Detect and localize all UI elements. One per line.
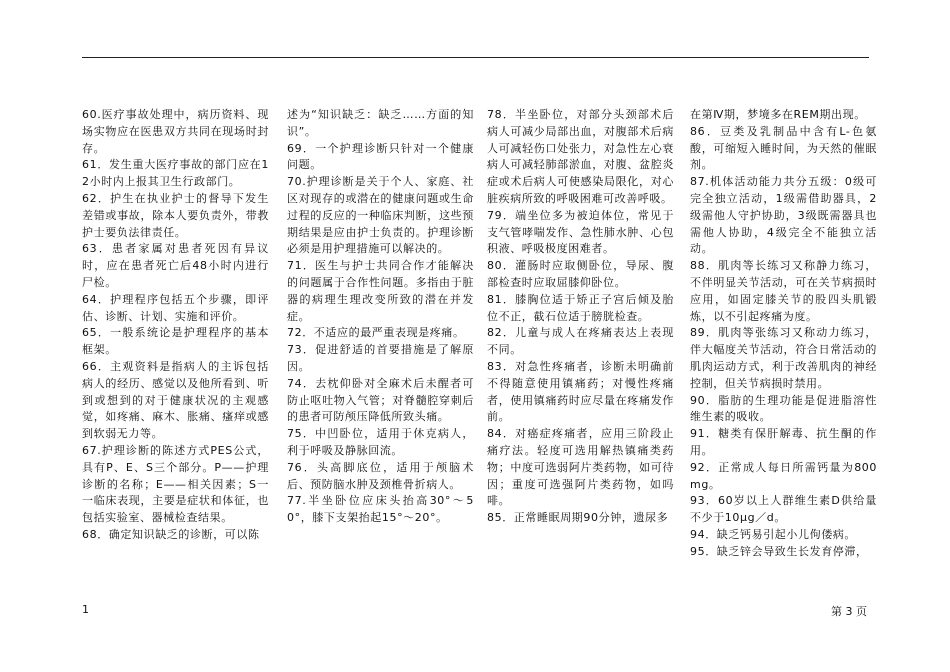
header-rule: [82, 57, 869, 58]
page-number: 第 3 页: [831, 605, 867, 618]
paragraph: 85．正常睡眠周期90分钟，遗尿多: [487, 511, 669, 525]
paragraph: 69．一个护理诊断只针对一个健康问题。: [287, 141, 474, 172]
paragraph: 71．医生与护士共同合作才能解决的问题属于合作性问题。多指由于脏器的病理生理改变所致的潜在并发症。: [287, 259, 474, 323]
paragraph: 61．发生重大医疗事故的部门应在12小时内上报其卫生行政部门。: [82, 158, 269, 189]
paragraph: 68．确定知识缺乏的诊断，可以陈: [82, 527, 260, 541]
paragraph: 79．端坐位多为被迫体位，常见于支气管哮喘发作、急性肺水肿、心包积液、呼吸极度困难者。: [487, 208, 674, 256]
paragraph: 93．60岁以上人群维生素D供给量不少于10μg／d。: [690, 494, 877, 525]
paragraph: 75．中凹卧位，适用于休克病人，利于呼吸及静脉回流。: [287, 427, 474, 457]
paragraph: 94．缺乏钙易引起小儿佝偻病。: [690, 527, 856, 541]
paragraph: 86．豆类及乳制品中含有L-色氨酸，可缩短入睡时间，为天然的催眠剂。: [690, 124, 877, 172]
paragraph: 64．护理程序包括五个步骤，即评估、诊断、计划、实施和评价。: [82, 292, 269, 323]
paragraph: 77.半坐卧位应床头抬高30°～50°，膝下支架抬起15°～20°。: [287, 494, 474, 525]
paragraph: 60.医疗事故处理中，病历资料、现场实物应在医患双方共同在现场时封存。: [82, 108, 269, 155]
paragraph: 66．主观资料是指病人的主诉包括病人的经历、感觉以及他所看到、听到或想到的对于健康状况的主观感觉，如疼痛、麻木、胀痛、瘙痒或感到软弱无力等。: [82, 359, 269, 441]
paragraph: 72．不适应的最严重表现是疼痛。: [287, 326, 465, 340]
paragraph: 67.护理诊断的陈述方式PES公式，具有P、E、S三个部分。P——护理诊断的名称；E——相关因素；S一一临床表现，主要是症状和体征，也包括实验室、器械检查结果。: [82, 443, 269, 525]
paragraph: 88．肌肉等长练习又称静力练习，不伴明显关节活动，可在关节病损时应用，如固定膝关节的股四头肌锻炼，以不引起疼痛为度。: [690, 259, 877, 323]
paragraph: 65．一般系统论是护理程序的基本框架。: [82, 326, 269, 357]
paragraph: 62．护生在执业护士的督导下发生差错或事故，除本人要负责外，带教护士要负法律责任。: [82, 191, 269, 239]
paragraph: 83．对急性疼痛者，诊断未明确前不得随意使用镇痛药；对慢性疼痛者，使用镇痛药时应尽量在疼痛发作前。: [487, 359, 674, 424]
text-column-2: [287, 107, 474, 527]
paragraph: 63．患者家属对患者死因有异议时，应在患者死亡后48小时内进行尸检。: [82, 242, 269, 289]
paragraph: 在第Ⅳ期，梦境多在REM期出现。: [690, 108, 866, 121]
paragraph: 87.机体活动能力共分五级：0级可完全独立活动，1级需借助器具，2级需他人守护协助，3级既需器具也需他人协助，4级完全不能独立活动。: [690, 175, 877, 256]
text-column-1: [82, 107, 269, 544]
text-column-3: [487, 107, 674, 527]
footer-number: 1: [82, 603, 89, 616]
paragraph: 95．缺乏锌会导致生长发育停滞，: [690, 544, 868, 558]
paragraph: 82．儿童与成人在疼痛表达上表现不同。: [487, 326, 674, 357]
paragraph: 81．膝胸位适于矫正子宫后倾及胎位不正，截石位适于膀胱检查。: [487, 292, 674, 323]
paragraph: 89．肌肉等张练习又称动力练习，伴大幅度关节活动，符合日常活动的肌肉运动方式，利于改善肌肉的神经控制，但关节病损时禁用。: [690, 326, 877, 390]
paragraph: 70.护理诊断是关于个人、家庭、社区对现存的或潜在的健康问题或生命过程的反应的一种临床判断，这些预期结果是应由护士负责的。护理诊断必须是用护理措施可以解决的。: [287, 175, 474, 256]
paragraph: 述为“知识缺乏：缺乏……方面的知识”。: [287, 108, 474, 138]
paragraph: 80．灌肠时应取侧卧位，导尿、腹部检查时应取屈膝仰卧位。: [487, 259, 674, 289]
paragraph: 90．脂肪的生理功能是促进脂溶性维生素的吸收。: [690, 393, 877, 424]
paragraph: 76．头高脚底位，适用于颅脑术后、预防脑水肿及颈椎骨折病人。: [287, 460, 474, 491]
text-column-4: [690, 107, 877, 561]
paragraph: 78．半坐卧位，对部分头颈部术后病人可减少局部出血，对腹部术后病人可减轻伤口处张力，对急性左心衰病人可减轻肺部淤血，对腹、盆腔炎症或术后病人可使感染局限化，对心脏疾病所致的呼吸困难可改善呼吸。: [487, 108, 674, 205]
paragraph: 91．糖类有保肝解毒、抗生酮的作用。: [690, 427, 877, 457]
paragraph: 73．促进舒适的首要措施是了解原因。: [287, 343, 474, 373]
paragraph: 92．正常成人每日所需钙量为800mg。: [690, 460, 877, 491]
paragraph: 74．去枕仰卧对全麻术后未醒者可防止呕吐物入气管；对脊髓腔穿刺后的患者可防颅压降低所致头痛。: [287, 376, 474, 424]
paragraph: 84．对癌症疼痛者，应用三阶段止痛疗法。轻度可选用解热镇痛类药物；中度可选弱阿片类药物，如可待因；重度可选强阿片类药物，如吗啡。: [487, 427, 674, 508]
